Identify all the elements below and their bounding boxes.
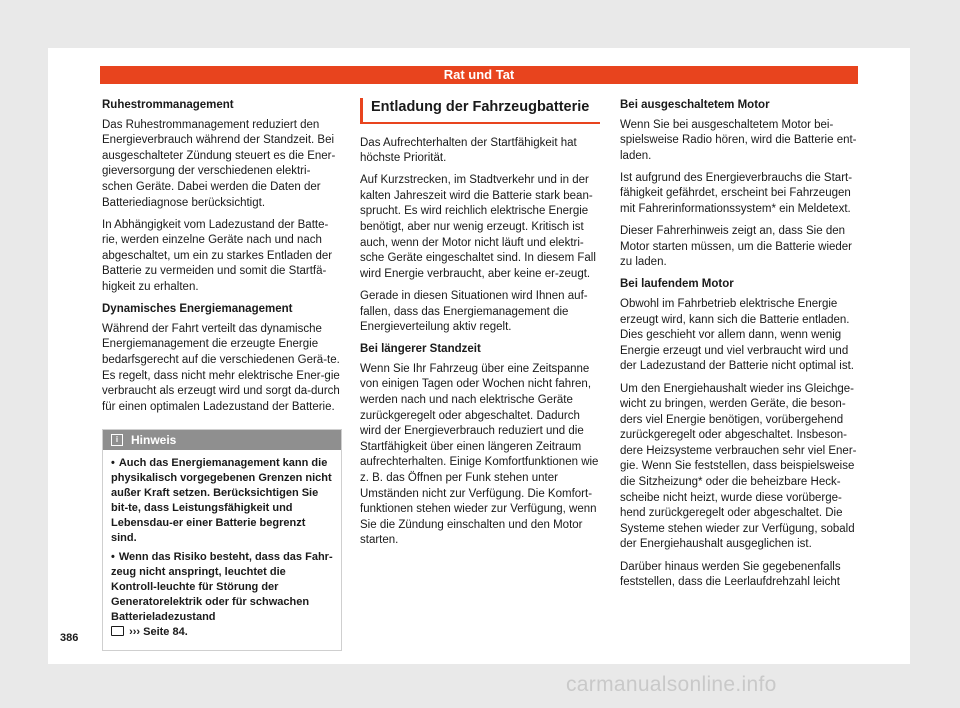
- column-middle: [360, 98, 600, 555]
- paragraph: Darüber hinaus werden Sie gegebenenfalls feststellen, dass die Leerlaufdrehzahl leicht: [620, 560, 841, 589]
- hint-box: [102, 429, 342, 651]
- page-number: 386: [60, 632, 79, 644]
- paragraph: Wenn Sie bei ausgeschaltetem Motor bei-spielsweise Radio hören, wird die Batterie ent-laden.: [620, 118, 857, 162]
- paragraph: Während der Fahrt verteilt das dynamische Energiemanagement die erzeugte Energie bedarfsgerecht auf die verschiedenen Gerä-te. Es regelt, dass nicht mehr elektrische Ener-gie verbraucht als erzeugt wird und sorgt da-durch für einen optimalen Ladezustand der Batterie.: [102, 322, 340, 413]
- heading-laengerer-standzeit: Bei längerer Standzeit: [360, 343, 481, 356]
- hint-item: [111, 550, 333, 640]
- bullet: •: [111, 457, 115, 470]
- paragraph: Ist aufgrund des Energieverbrauchs die Start-fähigkeit gefährdet, erscheint bei Fahrzeugen mit Fahrerinformationssystem* ein Meldetext.: [620, 171, 853, 216]
- paragraph: Das Ruhestrommanagement reduziert den Energieverbrauch während der Standzeit. Bei ausgeschalteter Zündung steuert es die Ener-gieversorgung der verschiedenen elektri-schen Geräte. Dabei werden die Daten der Batteriediagnose berücksichtigt.: [102, 118, 336, 209]
- paragraph: Obwohl im Fahrbetrieb elektrische Energie erzeugt wird, kann sich die Batterie entladen. Dies geschieht vor allem dann, wenn wenig Energie erzeugt und viel verbraucht wird und der Ladezustand der Batterie nicht optimal ist.: [620, 298, 854, 373]
- heading-ausgeschaltetem-motor: Bei ausgeschaltetem Motor: [620, 99, 770, 111]
- hint-header: [103, 430, 341, 450]
- heading-ruhestrommanagement: Ruhestrommanagement: [102, 99, 234, 111]
- hint-item-text: Auch das Energiemanagement kann die physikalisch vorgegebenen Grenzen nicht außer Kraft setzen. Berücksichtigen Sie bit-te, dass Leistungsfähigkeit und Lebensdau-er einer Batterie begrenzt sind.: [111, 457, 332, 545]
- paragraph: Gerade in diesen Situationen wird Ihnen auf-fallen, dass das Energiemanagement die Energieverteilung aktiv regelt.: [360, 289, 588, 334]
- paragraph: Dieser Fahrerhinweis zeigt an, dass Sie den Motor starten müssen, um die Batterie wieder zu laden.: [620, 225, 853, 269]
- header-title: Rat und Tat: [443, 67, 515, 82]
- hint-item: [111, 456, 333, 546]
- heading-dynamisches-energiemanagement: Dynamisches Energiemanagement: [102, 303, 293, 316]
- hint-body: [103, 450, 341, 650]
- section-heading: Entladung der Fahrzeugbatterie: [360, 98, 600, 124]
- paragraph: Das Aufrechterhalten der Startfähigkeit hat höchste Priorität.: [360, 136, 577, 165]
- heading-laufendem-motor: Bei laufendem Motor: [620, 278, 734, 291]
- watermark: carmanualsonline.info: [566, 673, 777, 696]
- hint-item-text: Wenn das Risiko besteht, dass das Fahr-zeug nicht anspringt, leuchtet die Kontroll-leuchte für Störung der Generatorelektrik oder für schwachen Batterieladezustand: [111, 551, 333, 624]
- column-left: [102, 98, 340, 651]
- paragraph: In Abhängigkeit vom Ladezustand der Batte-rie, werden einzelne Geräte nach und nach abgeschaltet, um ein zu starkes Entladen der Batterie zu vermeiden und somit die Startfä-higkeit zu erhalten.: [102, 218, 333, 294]
- book-icon: [111, 626, 124, 636]
- page-reference-link[interactable]: ››› Seite 84.: [129, 626, 188, 639]
- bullet: •: [111, 551, 115, 564]
- paragraph: Auf Kurzstrecken, im Stadtverkehr und in der kalten Jahreszeit wird die Batterie stark bean-sprucht. Es wird reichlich elektrische Energie benötigt, aber nur wenig erzeugt. Kritisch ist auch, wenn der Motor nicht läuft und elektri-sche Geräte eingeschaltet sind. In diesem Fall wird Energie verbraucht, aber keine er-zeugt.: [360, 174, 596, 280]
- info-icon: i: [111, 434, 123, 446]
- column-right: [620, 98, 860, 597]
- paragraph: Um den Energiehaushalt wieder ins Gleichge-wicht zu bringen, werden Geräte, die beson-ders viel Energie benötigen, vorübergehend zurückgeregelt oder abgeschaltet. Insbeson-dere Heizsysteme verbrauchen sehr viel Ener-gie. Wenn Sie feststellen, dass beispielsweise die Sitzheizung* oder die beheizbare Heck-scheibe nicht heizt, wurde diese vorüberge-hend zurückgeregelt oder abgeschaltet. Die Systeme stehen wieder zur Verfügung, sobald der Energiehaushalt ausgeglichen ist.: [620, 382, 857, 551]
- paragraph: Wenn Sie Ihr Fahrzeug über eine Zeitspanne von einigen Tagen oder Wochen nicht fahren, werden nach und nach elektrische Geräte zurückgeregelt oder abgeschaltet. Dadurch wird der Energieverbrauch reduziert und die Startfähigkeit über einen längeren Zeitraum aufrechterhalten. Einige Komfortfunktionen wie z. B. das Öffnen per Funk stehen unter Umständen nicht zur Verfügung. Die Komfort-funktionen stehen wieder zur Verfügung, wenn Sie die Zündung einschalten und den Motor starten.: [360, 362, 599, 547]
- hint-title: Hinweis: [131, 433, 177, 448]
